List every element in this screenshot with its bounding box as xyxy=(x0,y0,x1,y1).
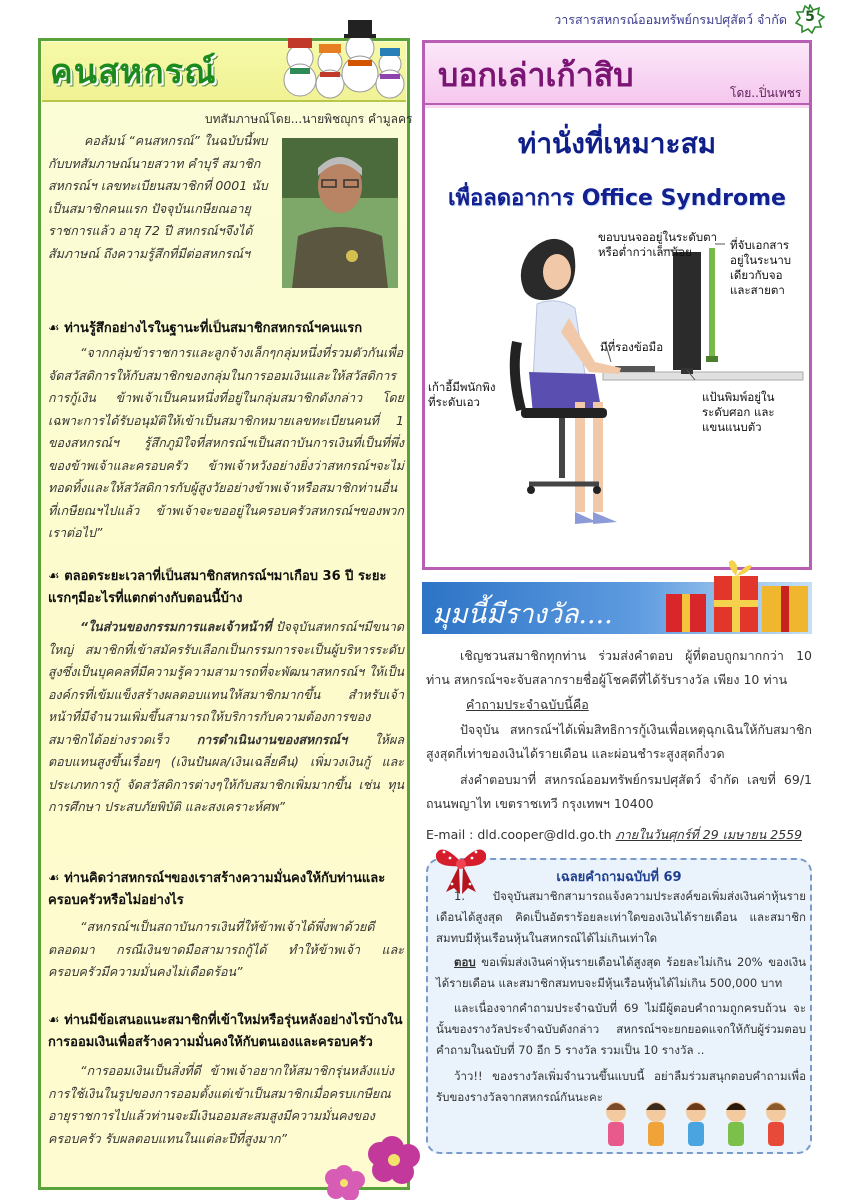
prize-invite xyxy=(426,644,812,692)
prize-address-text: ส่งคำตอบมาที่ สหกรณ์ออมทรัพย์กรมปศุสัตว์ จำกัด เลขที่ 69/1 ถนนพญาไท เขตราชเทวี กรุงเทพฯ 10400 xyxy=(426,772,812,811)
running-title: วารสารสหกรณ์ออมทรัพย์กรมปศุสัตว์ จำกัด xyxy=(554,12,787,27)
callout-chair xyxy=(428,380,495,410)
callout-line: ขอบบนจออยู่ในระดับตา xyxy=(598,230,718,244)
answer-question xyxy=(436,886,806,949)
prize-invite-text: เชิญชวนสมาชิกทุกท่าน ร่วมส่งคำตอบ ผู้ที่ตอบถูกมากกว่า 10 ท่าน สหกรณ์ฯจะจับสลากรายชื่อผู้โชคดีที่ได้รับรางวัล เพียง 10 ท่าน xyxy=(426,648,812,687)
answer-question-text: 1. ปัจจุบันสมาชิกสามารถแจ้งความประสงค์ขอเพิ่มส่งเงินค่าหุ้นรายเดือนได้สูงสุด คิดเป็นอัตราร้อยละเท่าใดของเงินได้รายเดือน และสมาชิกสมทบมีหุ้นเรือนหุ้นในสหกรณ์ได้ไม่เกินเท่าใด xyxy=(436,889,806,945)
callout-monitor-height xyxy=(598,230,717,260)
answer-1-text: “จากกลุ่มข้าราชการและลูกจ้างเล็กๆกลุ่มหนึ่งที่รวมตัวกันเพื่อจัดสวัสดิการให้กับสมาชิกของกลุ่มในการออมเงินและให้สวัสดิการการกู้เงิน ข้าพเจ้าเป็นคนหนึ่งที่อยู่ในกลุ่มสมาชิกดังกล่าว โดยเฉพาะการได้รับอนุมัติให้เข้าเป็นสมาชิกหมายเลขทะเบียนคนที่ 1 ของสหกรณ์ฯ รู้สึกภูมิใจที่สหกรณ์ฯเป็นสถาบันการเงินที่เป็นที่พึ่งของข้าพเจ้าและครอบครัว ข้าพเจ้าหวังอย่างยิ่งว่าสหกรณ์ฯจะไม่ทอดทิ้งและให้สวัสดิการกับผู้สูงวัยอย่างข้าพเจ้าหรือสมาชิกท่านอื่นที่เกษียณฯไปแล้ว ข้าพเจ้าจะขออยู่ในครอบครัวสหกรณ์ฯของพวกเราต่อไป” xyxy=(48,345,404,540)
right-author: โดย..ปิ่นเพชร xyxy=(730,86,802,100)
answer-2 xyxy=(48,616,404,819)
prize-question xyxy=(426,718,812,766)
right-heading: บอกเล่าเก้าสิบ xyxy=(438,56,634,94)
question-4 xyxy=(48,1010,404,1054)
answer-2-lead: “ในส่วนของกรรมการและเจ้าหน้าที่ xyxy=(80,619,272,634)
question-2-text: ตลอดระยะเวลาที่เป็นสมาชิกสหกรณ์ฯมาเกือบ 36 ปี ระยะแรกๆมีอะไรที่แตกต่างกับตอนนี้บ้าง xyxy=(48,569,387,606)
answer-1 xyxy=(48,342,404,545)
gift-boxes-icon xyxy=(662,558,812,636)
question-3 xyxy=(48,868,404,912)
answer-2-end: ให้ผลตอบแทนสูงขึ้นเรื่อยๆ (เงินปันผล/เงินเฉลี่ยคืน) เพิ่มวงเงินกู้ และประเภทการกู้ จัดสวัสดิการต่างๆให้กับสมาชิกเพิ่มมากขึ้น เช่น ทุนการศึกษา ประสบภัยพิบัติ และสงเคราะห์ศพ” xyxy=(48,731,404,814)
deadline: ภายในวันศุกร์ที่ 29 เมษายน 2559 xyxy=(615,827,803,842)
question-1 xyxy=(48,318,404,340)
callout-line: ที่จับเอกสาร xyxy=(730,238,790,252)
answer-reply-text: ขอเพิ่มส่งเงินค่าหุ้นรายเดือนได้สูงสุด ร้อยละไม่เกิน 20% ของเงินได้รายเดือน และสมาชิกสมทบจะมีหุ้นเรือนหุ้นได้ไม่เกิน 500,000 บาท xyxy=(436,955,806,990)
callout-keyboard xyxy=(702,390,775,435)
answer-4-text: “การออมเงินเป็นสิ่งที่ดี ข้าพเจ้าอยากให้สมาชิกรุ่นหลังแบ่งการใช้เงินในรูปของการออมตั้งแต่เข้าเป็นสมาชิกเมื่อครบเกษียณอายุราชการไปแล้วท่านจะมีเงินออมสะสมสูงมีความมั่นคงของครอบครัว รับผลตอบแทนในแต่ละปีที่สูงมาก” xyxy=(48,1063,394,1146)
prize-question-text: ปัจจุบัน สหกรณ์ฯได้เพิ่มสิทธิการกู้เงินเพื่อเหตุฉุกเฉินให้กับสมาชิกสูงสุดกี่เท่าของเงินได้รายเดือน และผ่อนชำระสูงสุดกี่งวด xyxy=(426,722,812,761)
callout-line: ที่ระดับเอว xyxy=(428,395,480,409)
prize-heading: มุมนี้มีรางวัล.... xyxy=(432,599,613,630)
intro-paragraph xyxy=(48,130,270,265)
bullet-icon: ☙ xyxy=(48,569,65,584)
kids-icon xyxy=(600,1096,800,1158)
callout-line: อยู่ในระนาบ xyxy=(730,253,792,267)
callout-line: เดียวกับจอ xyxy=(730,268,783,282)
answer-title: เฉลยคำถามฉบับที่ 69 xyxy=(556,870,682,885)
poster-title: ท่านั่งที่เหมาะสม xyxy=(517,127,717,160)
email-address: E-mail : dld.cooper@dld.go.th xyxy=(426,827,616,842)
callout-line: แขนแนบตัว xyxy=(702,420,762,434)
callout-line: ระดับศอก และ xyxy=(702,405,775,419)
callout-line: เก้าอี้มีพนักพิง xyxy=(428,380,496,394)
bullet-icon: ☙ xyxy=(48,1013,65,1028)
interview-credit: บทสัมภาษณ์โดย...นายพิชญุกร คำมูลคร xyxy=(205,112,413,126)
answer-note-text: และเนื่องจากคำถามประจำฉบับที่ 69 ไม่มีผู้ตอบคำถามถูกครบถ้วน จะนั้นของรางวัลประจำฉบับดังกล่าว สหกรณ์ฯจะยกยอดแจกให้กับผู้ร่วมตอบคำถามในฉบับที่ 70 อีก 5 รางวัล รวมเป็น 10 รางวัล .. xyxy=(436,1001,806,1057)
answer-label: ตอบ xyxy=(454,955,476,969)
answer-2-bold: การดำเนินงานของสหกรณ์ฯ xyxy=(196,731,348,747)
prize-address xyxy=(426,768,812,816)
question-3-text: ท่านคิดว่าสหกรณ์ฯของเราสร้างความมั่นคงให้กับท่านและครอบครัวหรือไม่อย่างไร xyxy=(48,871,386,908)
answer-2-mid: ปัจจุบันสหกรณ์ฯมีขนาดใหญ่ สมาชิกที่เข้าสมัครรับเลือกเป็นกรรมการจะเป็นผู้บริหารระดับสูงซึ่งเป็นบุคคลที่มีความรู้ความสามารถที่จะพัฒนาสหกรณ์ฯ ให้เป็นองค์กรที่เข้มแข็งสร้างผลตอบแทนให้สมาชิกมากขึ้น สำหรับเจ้าหน้าที่มีจำนวนเพิ่มขึ้นสามารถให้บริการกับความต้องการของสมาชิกได้อย่างรวดเร็ว xyxy=(48,619,404,747)
bullet-icon: ☙ xyxy=(48,871,65,886)
answer-3-text: “สหกรณ์ฯเป็นสถาบันการเงินที่ให้ข้าพเจ้าได้พึ่งพาด้วยดีตลอดมา กรณีเงินขาดมือสามารถกู้ได้ ทำให้ข้าพเจ้า และครอบครัวมีความมั่นคงไม่เดือดร้อน” xyxy=(48,919,404,979)
answer-3 xyxy=(48,916,404,984)
callout-line: แป้นพิมพ์อยู่ใน xyxy=(702,390,775,404)
portrait-photo xyxy=(282,138,398,288)
question-1-text: ท่านรู้สึกอย่างไรในฐานะที่เป็นสมาชิกสหกรณ์ฯคนแรก xyxy=(64,321,363,336)
snowman-icon xyxy=(270,18,410,100)
poster-subtitle: เพื่อลดอาการ Office Syndrome xyxy=(448,186,786,211)
callout-line: หรือต่ำกว่าเล็กน้อย xyxy=(598,245,692,259)
callout-document-holder xyxy=(730,238,791,298)
intro-text: คอลัมน์ “คนสหกรณ์” ในฉบับนี้พบกับบทสัมภาษณ์นายสวาท คำบุรี สมาชิกสหกรณ์ฯ เลขทะเบียนสมาชิกที่ 0001 นับเป็นสมาชิกคนแรก ปัจจุบันเกษียณอายุราชการแล้ว อายุ 72 ปี สหกรณ์ฯจึงได้สัมภาษณ์ ถึงความรู้สึกที่มีต่อสหกรณ์ฯ xyxy=(48,133,268,261)
bullet-icon: ☙ xyxy=(48,321,65,336)
answer-closing-text: ว้าว!! ของรางวัลเพิ่มจำนวนขึ้นแบบนี้ อย่าลืมร่วมสนุกตอบคำถามเพื่อรับของรางวัลจากสหกรณ์กันนะคะ xyxy=(436,1069,806,1104)
question-label: คำถามประจำฉบับนี้คือ xyxy=(466,697,589,712)
flower-icon xyxy=(322,1120,430,1200)
left-heading: คนสหกรณ์ xyxy=(50,52,217,92)
callout-wrist-rest xyxy=(600,340,663,355)
question-4-text: ท่านมีข้อเสนอแนะสมาชิกที่เข้าใหม่หรือรุ่นหลังอย่างไรบ้างในการออมเงินเพื่อสร้างความมั่นคงให้กับตนเองและครอบครัว xyxy=(48,1013,403,1050)
page-number-badge xyxy=(795,4,825,34)
answer-note xyxy=(436,998,806,1061)
page-number: 5 xyxy=(805,9,815,25)
callout-line: มีที่รองข้อมือ xyxy=(600,340,664,354)
question-2 xyxy=(48,566,404,610)
answer-reply xyxy=(436,952,806,994)
callout-line: และสายตา xyxy=(730,283,785,297)
